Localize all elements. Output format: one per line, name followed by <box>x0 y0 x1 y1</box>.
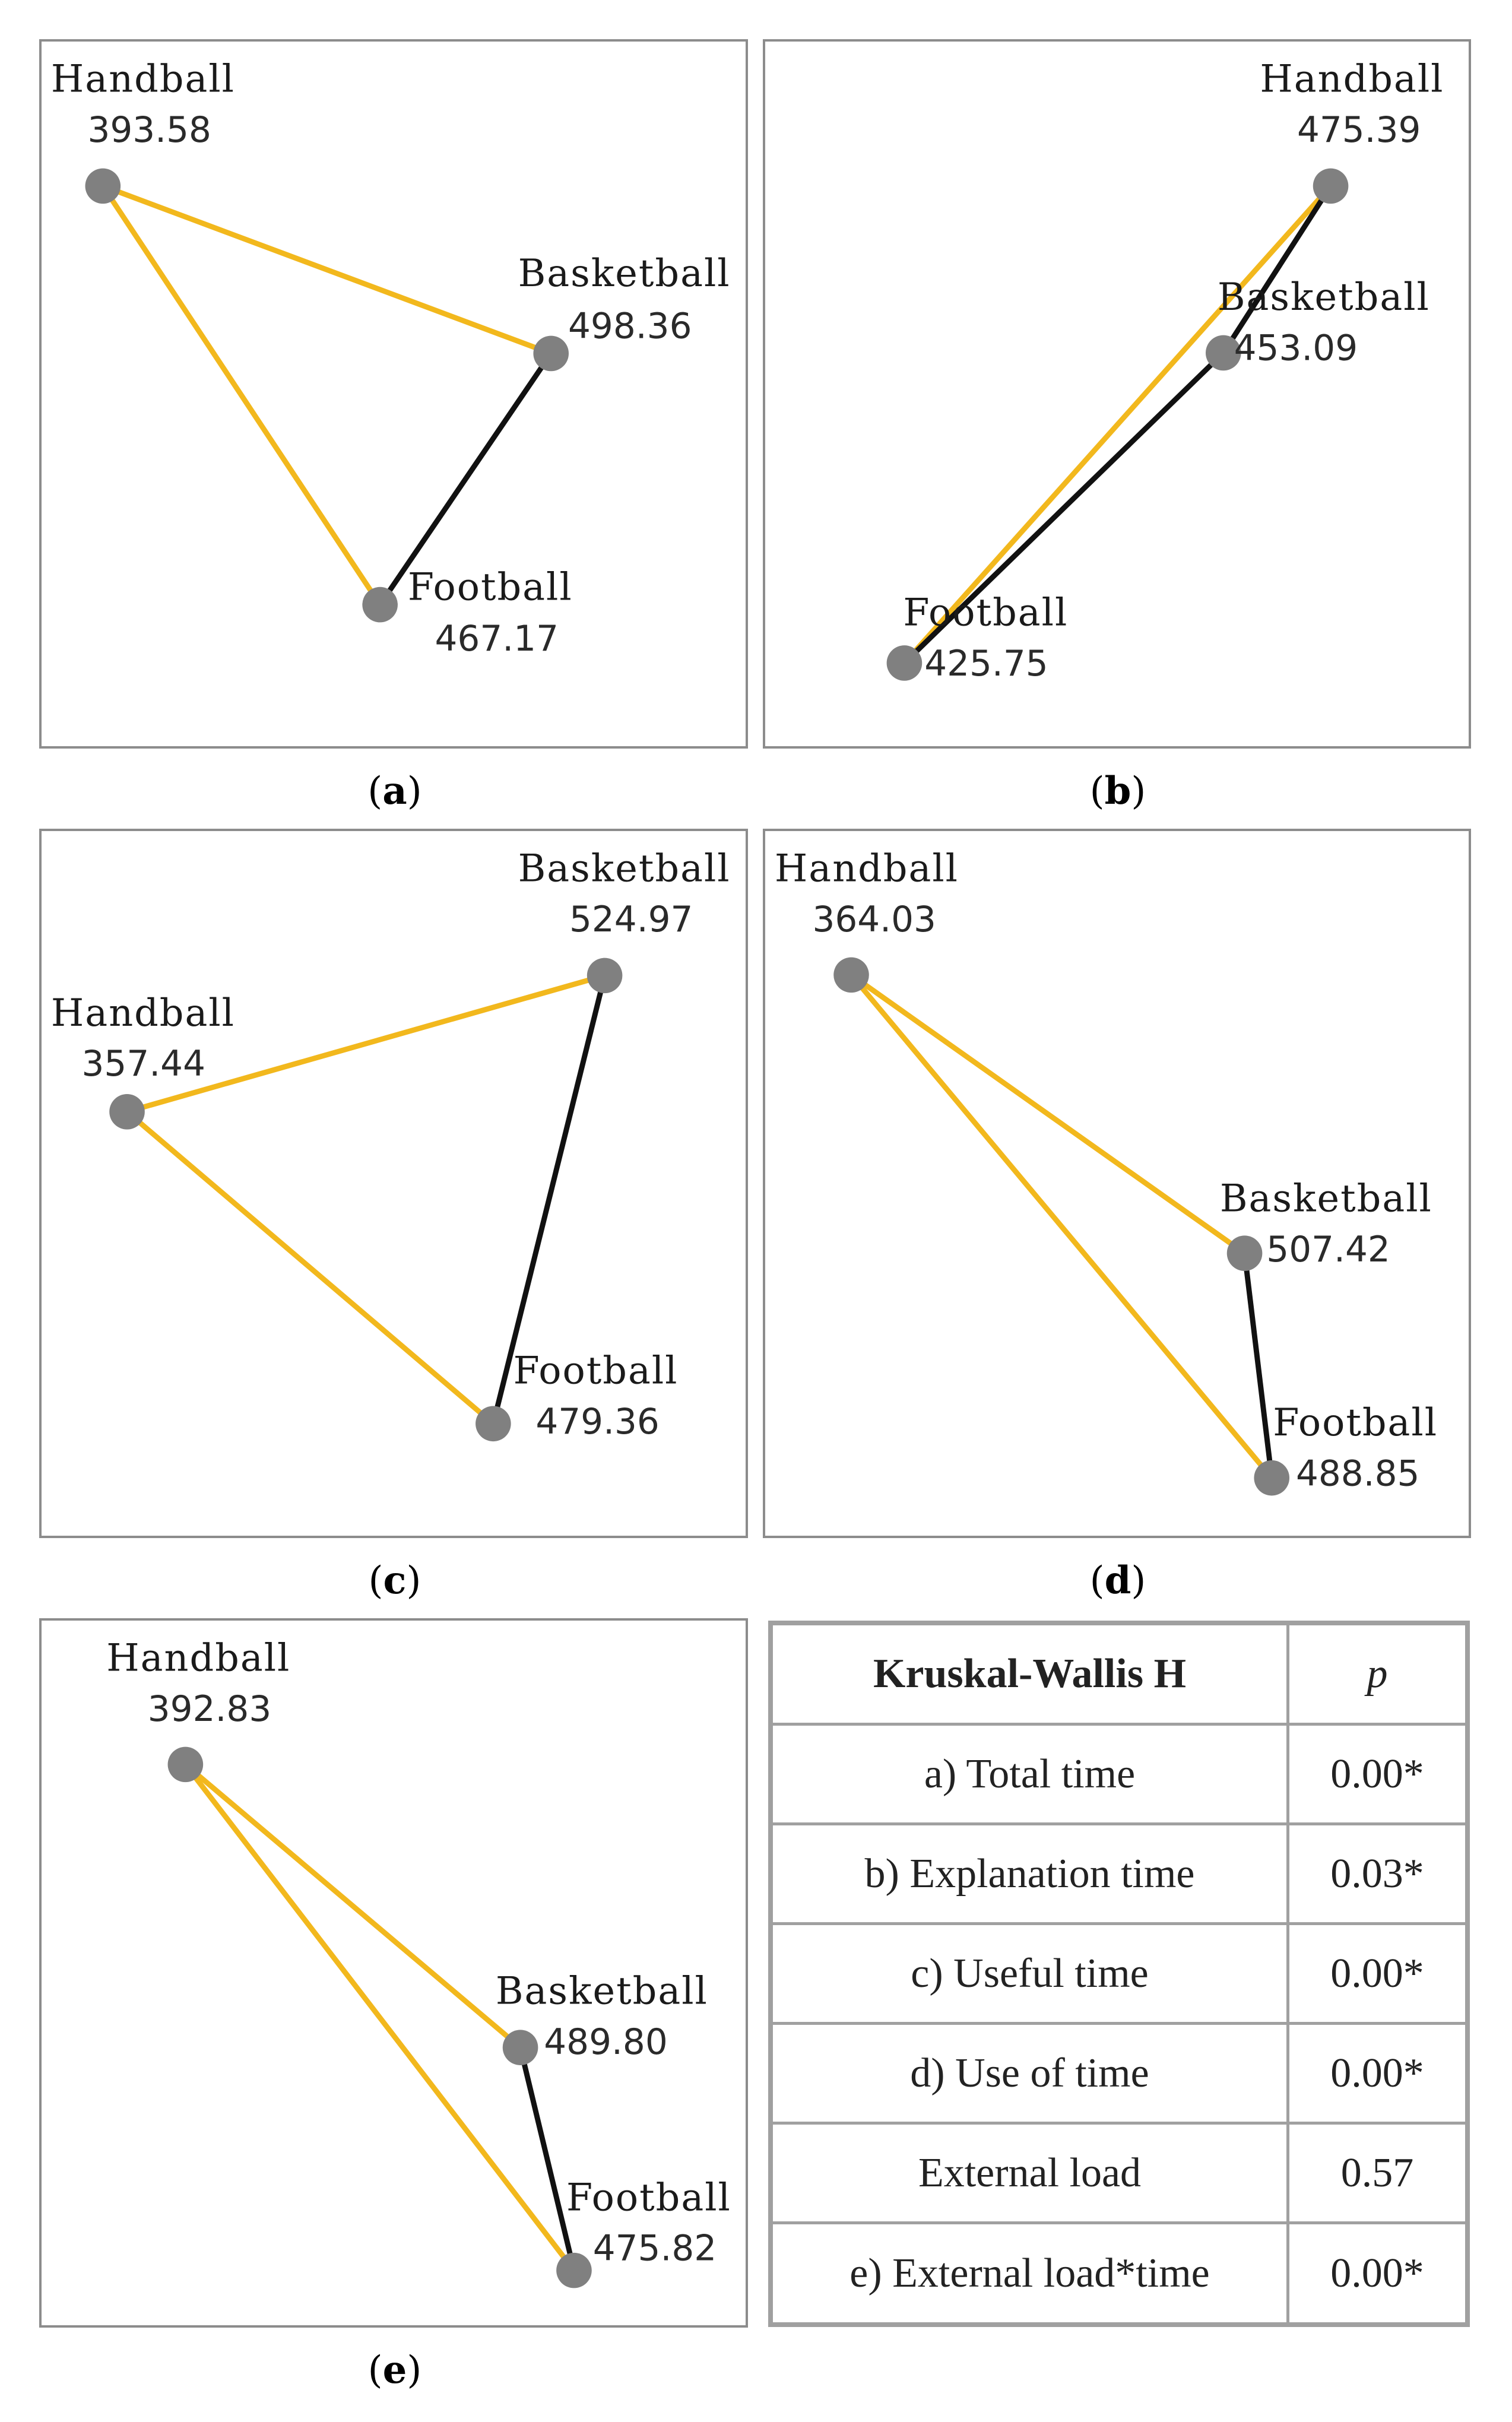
node-basketball-label: Basketball <box>518 846 731 890</box>
node-handball-value: 392.83 <box>147 1688 272 1730</box>
row-label: External load <box>771 2123 1288 2223</box>
edge-handball-football <box>185 1764 574 2270</box>
node-basketball-label: Basketball <box>1219 1176 1432 1220</box>
panel-b-caption: (b) <box>1089 769 1146 813</box>
row-p: 0.00* <box>1288 2024 1467 2123</box>
node-basketball <box>1227 1235 1263 1271</box>
row-p: 0.00* <box>1288 2223 1467 2325</box>
panel-e <box>39 1618 748 2328</box>
node-basketball-value: 507.42 <box>1266 1229 1390 1271</box>
row-p: 0.57 <box>1288 2123 1467 2223</box>
node-basketball-value: 498.36 <box>568 306 692 347</box>
panel-c-caption: (c) <box>368 1558 421 1603</box>
table-row <box>771 1724 1467 1824</box>
node-football-label: Football <box>407 565 573 609</box>
row-p: 0.03* <box>1288 1824 1467 1924</box>
node-basketball <box>587 958 623 994</box>
node-football <box>556 2253 592 2288</box>
node-handball-label: Handball <box>774 846 959 890</box>
node-football <box>887 645 923 681</box>
node-basketball-label: Basketball <box>495 1968 708 2013</box>
node-football-label: Football <box>903 590 1069 635</box>
table-row <box>771 1824 1467 1924</box>
row-p: 0.00* <box>1288 1924 1467 2024</box>
node-football <box>362 587 398 623</box>
panel-d <box>763 829 1471 1538</box>
edge-handball-basketball <box>185 1764 520 2047</box>
node-handball-label: Handball <box>1260 56 1444 101</box>
node-handball-label: Handball <box>106 1635 291 1680</box>
row-label: b) Explanation time <box>771 1824 1288 1924</box>
node-football-value: 467.17 <box>435 619 559 660</box>
table-header-row <box>771 1623 1467 1724</box>
panel-d-graph <box>765 831 1469 1536</box>
panel-c <box>39 829 748 1538</box>
node-football-label: Football <box>566 2175 731 2220</box>
table-row <box>771 2123 1467 2223</box>
node-basketball-value: 489.80 <box>544 2022 668 2063</box>
row-label: c) Useful time <box>771 1924 1288 2024</box>
row-p: 0.00* <box>1288 1724 1467 1824</box>
node-handball-value: 364.03 <box>812 899 936 940</box>
node-football-label: Football <box>1273 1400 1438 1445</box>
row-label: a) Total time <box>771 1724 1288 1824</box>
node-handball <box>168 1747 204 1783</box>
node-handball <box>1313 169 1349 204</box>
node-handball-value: 393.58 <box>87 109 211 151</box>
node-football-value: 475.82 <box>592 2228 717 2269</box>
kruskal-wallis-table <box>768 1621 1470 2327</box>
node-handball-label: Handball <box>50 990 235 1035</box>
node-handball <box>109 1094 145 1130</box>
panel-b-graph <box>765 42 1469 746</box>
panel-c-graph <box>42 831 746 1536</box>
panel-d-caption: (d) <box>1089 1558 1146 1603</box>
panel-a <box>39 39 748 749</box>
node-handball-value: 357.44 <box>81 1044 206 1085</box>
node-football-value: 425.75 <box>924 643 1048 684</box>
node-basketball <box>533 336 569 372</box>
edge-basketball-football <box>1245 1253 1272 1478</box>
node-handball-value: 475.39 <box>1297 109 1421 151</box>
panel-e-caption: (e) <box>367 2348 422 2392</box>
node-handball <box>85 169 121 204</box>
node-basketball-label: Basketball <box>1217 274 1430 319</box>
edge-handball-football <box>103 186 380 604</box>
node-basketball-value: 453.09 <box>1234 328 1358 369</box>
panel-a-graph <box>42 42 746 746</box>
panel-b <box>763 39 1471 749</box>
edge-handball-football <box>127 1112 493 1424</box>
node-handball-label: Handball <box>50 56 235 101</box>
node-handball <box>833 958 869 993</box>
row-label: e) External load*time <box>771 2223 1288 2325</box>
node-football <box>476 1406 511 1441</box>
node-basketball-value: 524.97 <box>569 899 693 940</box>
row-label: d) Use of time <box>771 2024 1288 2123</box>
node-basketball <box>503 2030 538 2065</box>
table-row <box>771 2223 1467 2325</box>
node-basketball-label: Basketball <box>518 251 731 296</box>
panel-e-graph <box>42 1621 746 2325</box>
node-football-label: Football <box>513 1348 679 1393</box>
table-row <box>771 1924 1467 2024</box>
header-test: Kruskal-Wallis H <box>771 1623 1288 1724</box>
panel-a-caption: (a) <box>367 769 422 813</box>
node-football-value: 479.36 <box>535 1402 660 1443</box>
edge-handball-basketball <box>103 186 551 353</box>
header-p: p <box>1288 1623 1467 1724</box>
node-football <box>1254 1460 1289 1496</box>
node-football-value: 488.85 <box>1295 1453 1420 1495</box>
table-row <box>771 2024 1467 2123</box>
